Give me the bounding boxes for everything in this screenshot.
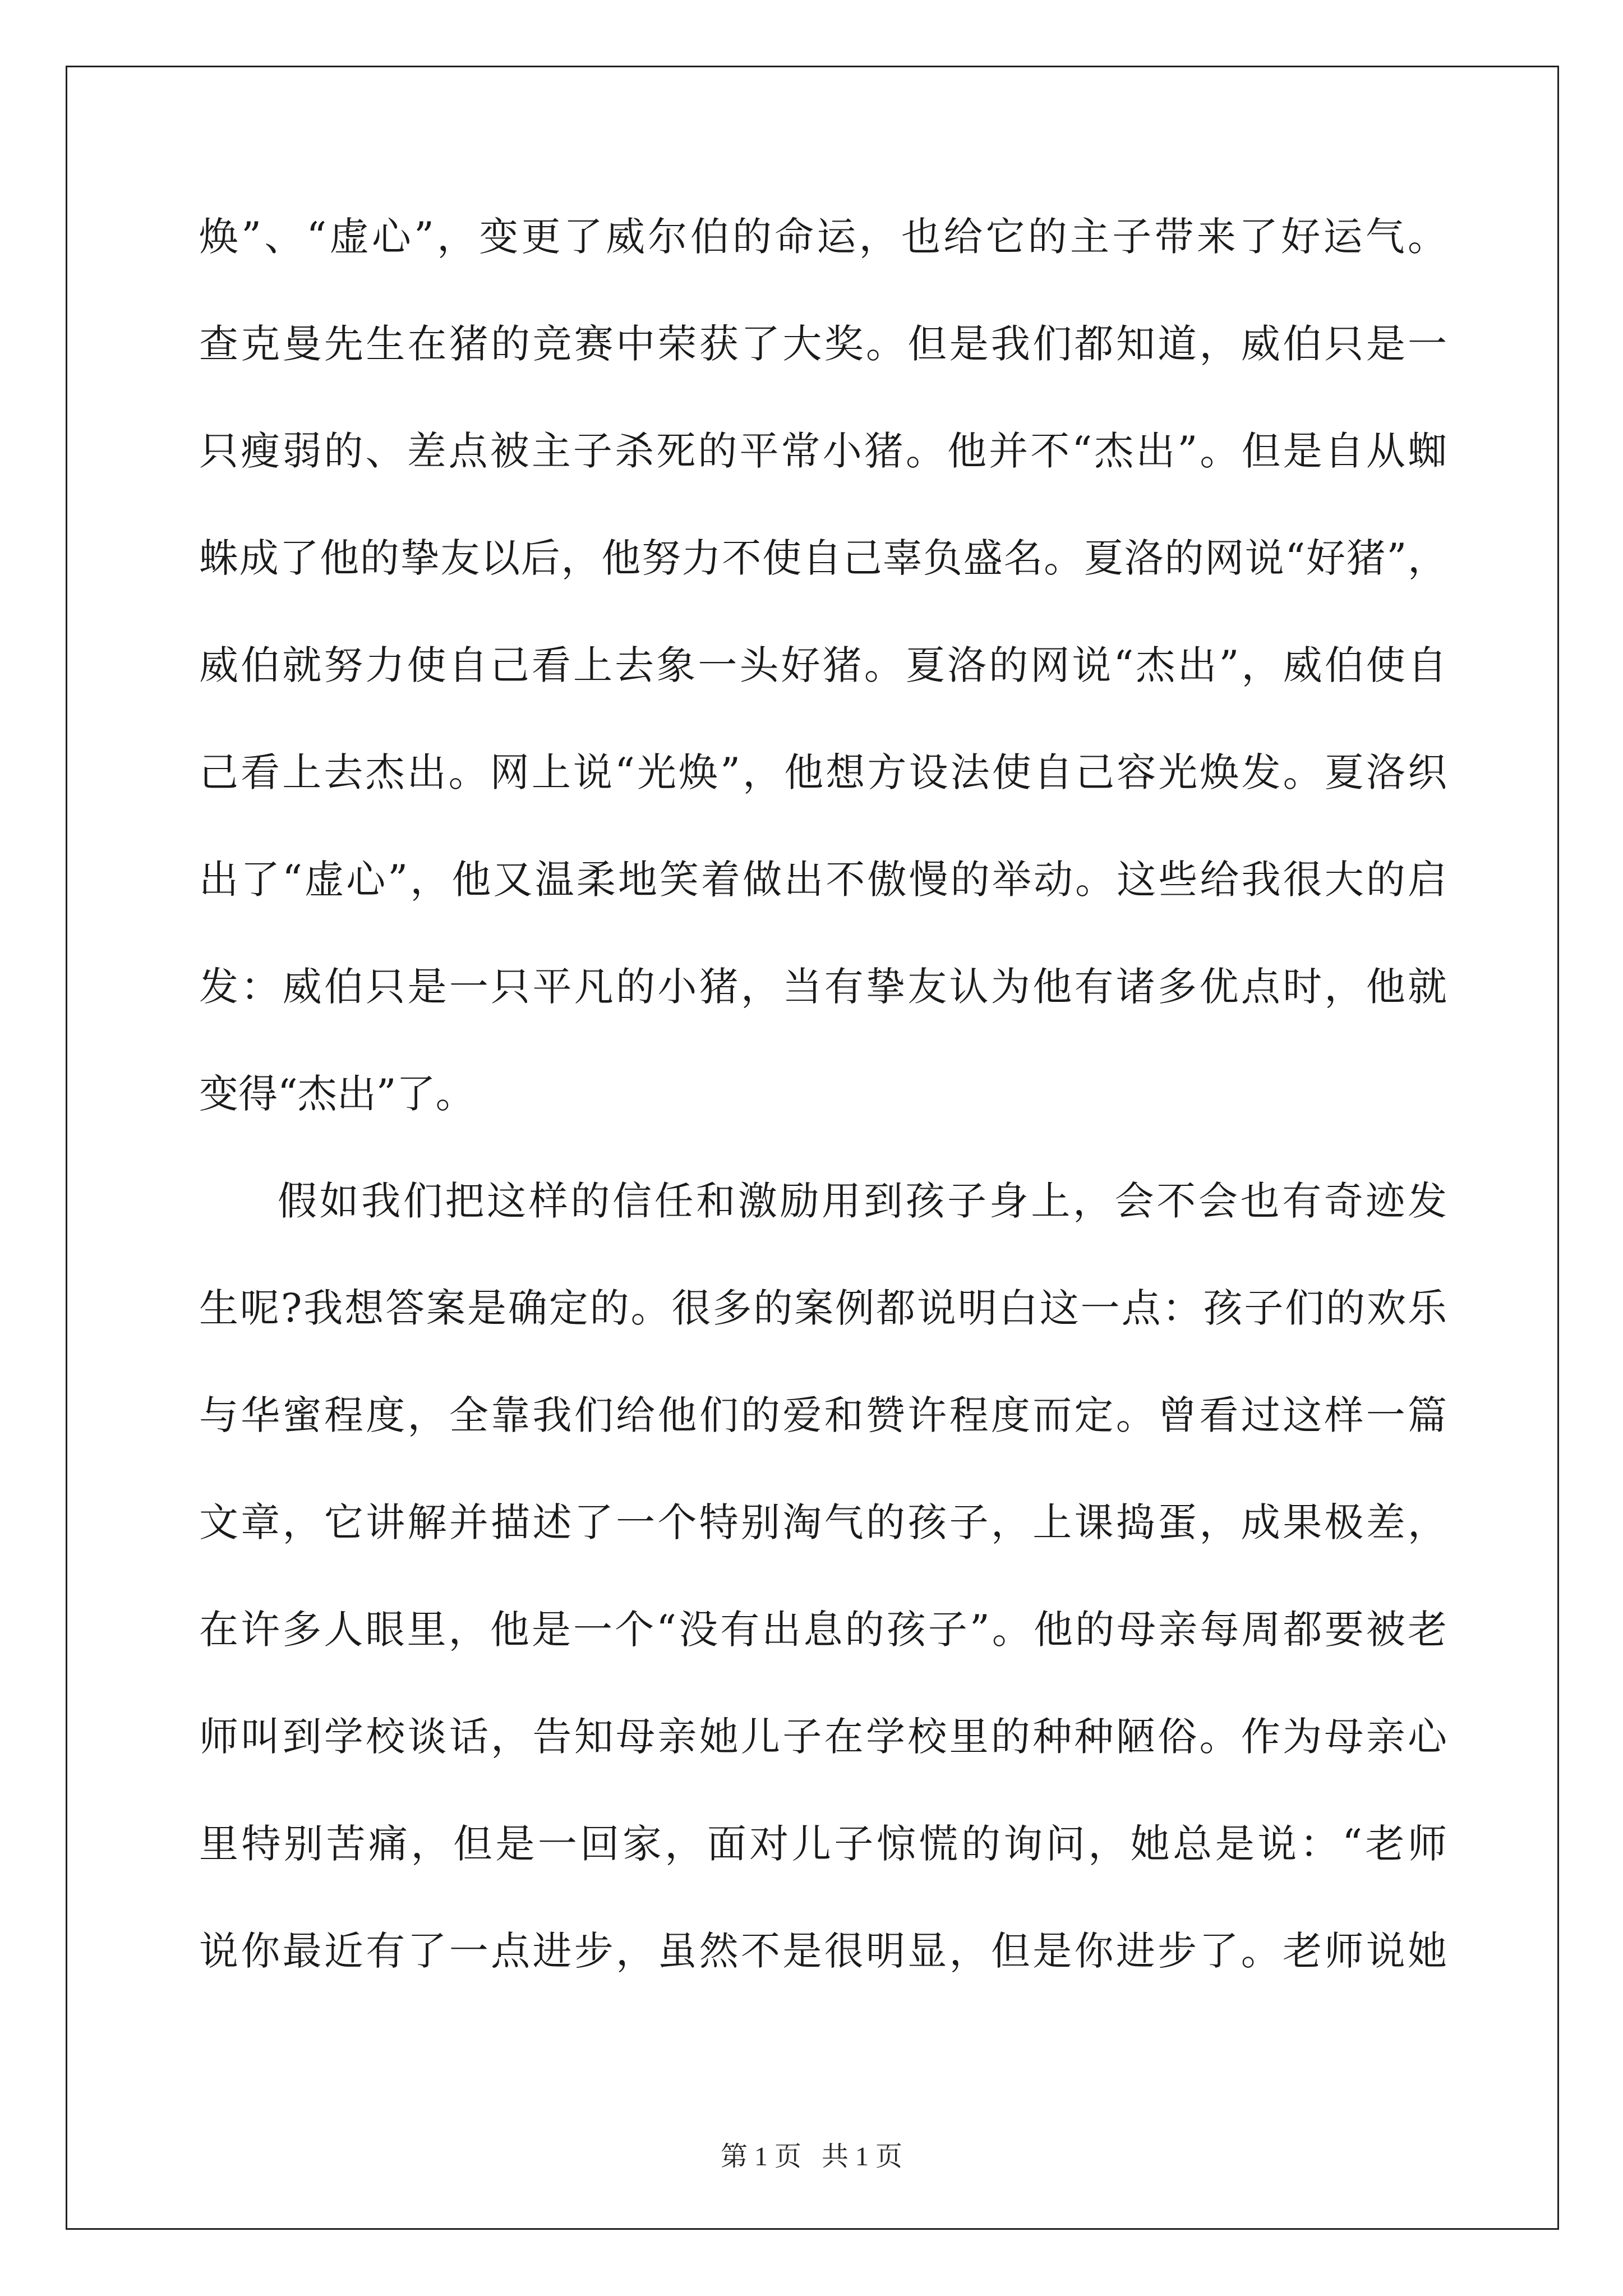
- text-line: 文章，它讲解并描述了一个特别淘气的孩子，上课捣蛋，成果极差，: [199, 1499, 1447, 1545]
- text-line: 己看上去杰出。网上说“光焕”，他想方设法使自己容光焕发。夏洛织: [199, 749, 1447, 795]
- text-line: 威伯就努力使自己看上去象一头好猪。夏洛的网说“杰出”，威伯使自: [199, 642, 1447, 688]
- page-number-footer: 第 1 页 共 1 页: [720, 2142, 902, 2171]
- text-line: 蛛成了他的挚友以后，他努力不使自己辜负盛名。夏洛的网说“好猪”，: [199, 535, 1447, 581]
- paragraph-2: [199, 1173, 1447, 2030]
- document-body: [199, 209, 1447, 2030]
- text-line: 查克曼先生在猪的竞赛中荣获了大奖。但是我们都知道，威伯只是一: [199, 321, 1447, 367]
- text-line: 假如我们把这样的信任和激励用到孩子身上，会不会也有奇迹发: [278, 1178, 1447, 1224]
- text-line: 只瘦弱的、差点被主子杀死的平常小猪。他并不“杰出”。但是自从蜘: [199, 428, 1447, 474]
- text-line: 说你最近有了一点进步，虽然不是很明显，但是你进步了。老师说她: [199, 1928, 1447, 1974]
- text-line: 发：威伯只是一只平凡的小猪，当有挚友认为他有诸多优点时，他就: [199, 964, 1447, 1010]
- text-line: 生呢?我想答案是确定的。很多的案例都说明白这一点：孩子们的欢乐: [199, 1285, 1447, 1331]
- text-line: 在许多人眼里，他是一个“没有出息的孩子”。他的母亲每周都要被老: [199, 1607, 1447, 1653]
- text-line: 里特别苦痛，但是一回家，面对儿子惊慌的询问，她总是说：“老师: [199, 1821, 1447, 1867]
- text-line: 师叫到学校谈话，告知母亲她儿子在学校里的种种陋俗。作为母亲心: [199, 1714, 1447, 1760]
- text-line: 与华蜜程度，全靠我们给他们的爱和赞许程度而定。曾看过这样一篇: [199, 1392, 1447, 1438]
- text-line: 变得“杰出”了。: [199, 1071, 475, 1117]
- paragraph-1: [199, 209, 1447, 1173]
- text-line: 焕”、“虚心”，变更了威尔伯的命运，也给它的主子带来了好运气。: [199, 214, 1447, 260]
- text-line: 出了“虚心”，他又温柔地笑着做出不傲慢的举动。这些给我很大的启: [199, 857, 1447, 903]
